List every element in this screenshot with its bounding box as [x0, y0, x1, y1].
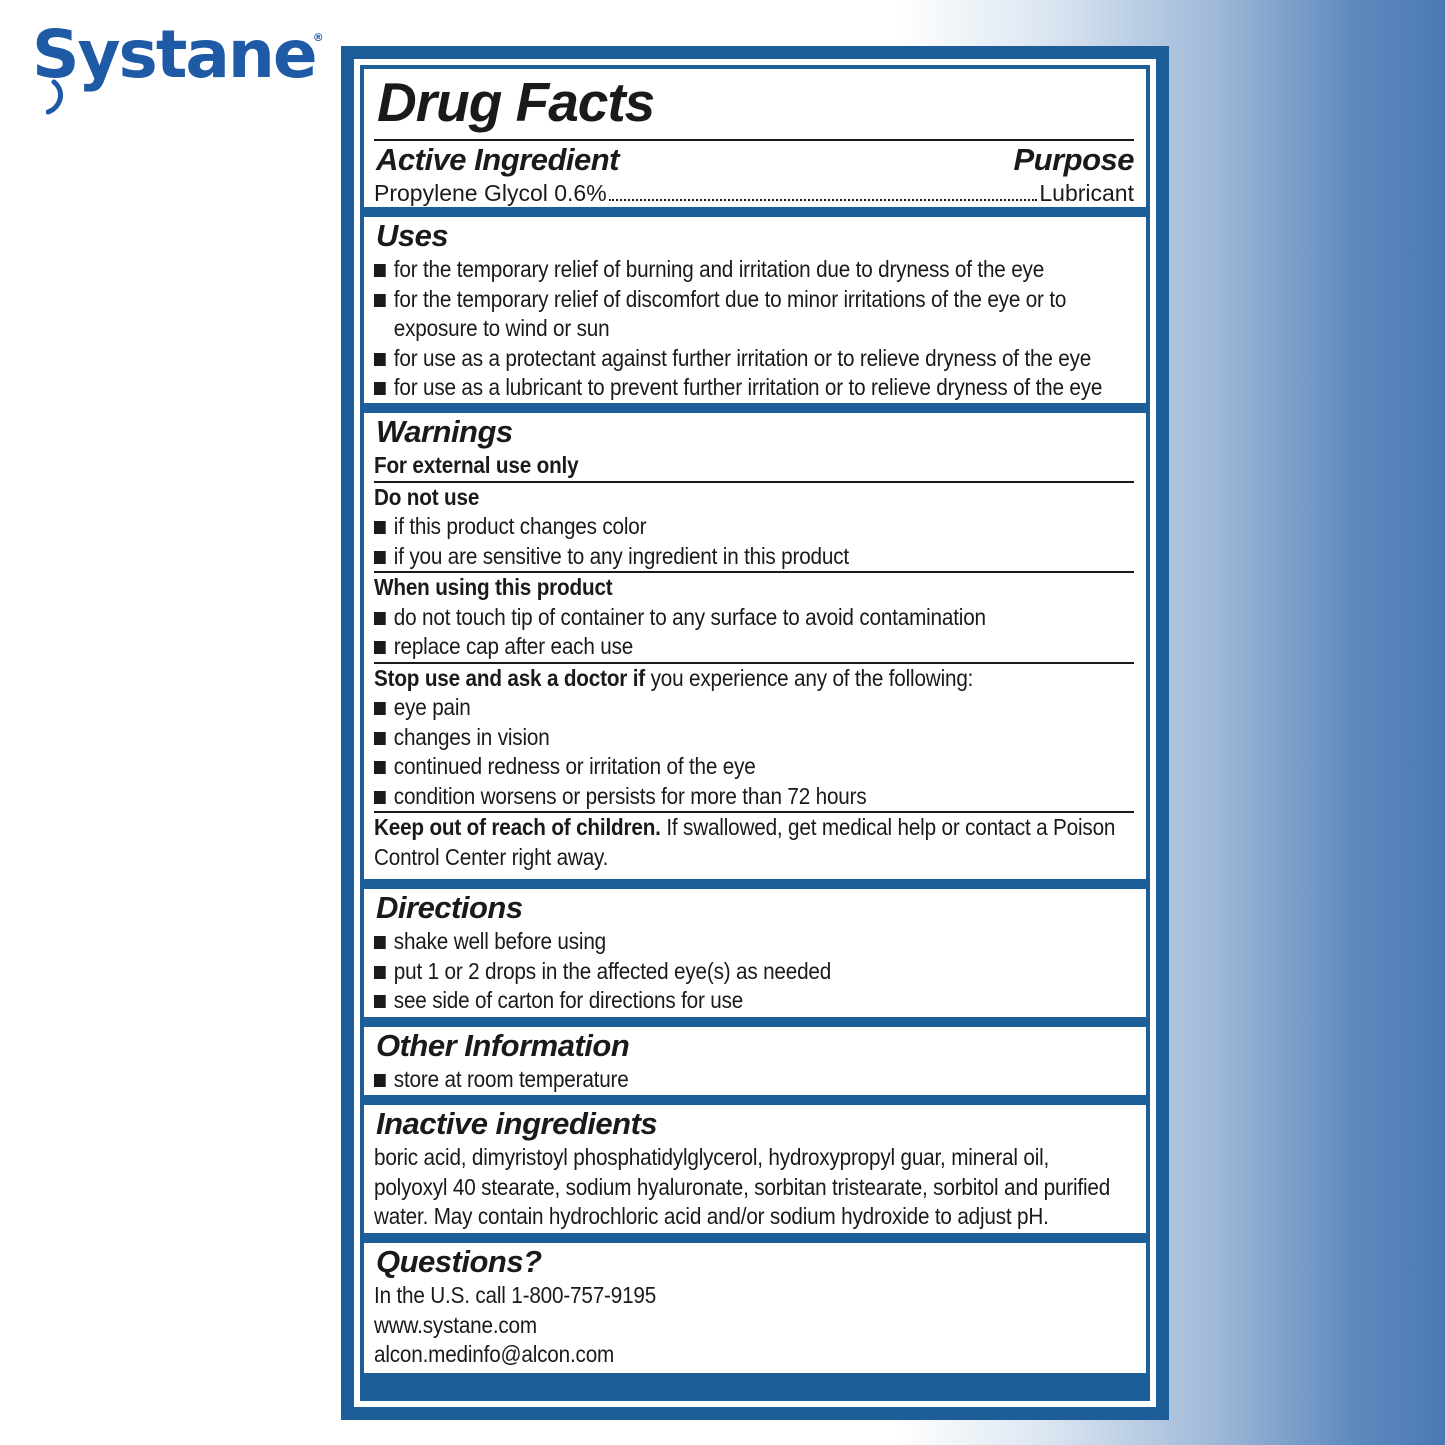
leader-dots: [609, 199, 1038, 201]
keep-out-line: Keep out of reach of children. If swallowed, get medical help or contact a Poison: [374, 814, 1116, 840]
uses-heading: Uses: [376, 218, 449, 253]
inactive-line: polyoxyl 40 stearate, sodium hyaluronate, sorbitan tristearate, sorbitol and purified: [374, 1173, 1111, 1200]
swoosh-icon: [46, 78, 86, 118]
list-item: replace cap after each use: [374, 632, 1058, 662]
do-not-use-heading: Do not use: [374, 483, 480, 510]
list-item: continued redness or irritation of the eye: [374, 752, 1058, 782]
inactive-line: water. May contain hydrochloric acid and/or sodium hydroxide to adjust pH.: [374, 1203, 1049, 1229]
list-item: if you are sensitive to any ingredient in this product: [374, 542, 1058, 572]
inactive-ingredients-heading: Inactive ingredients: [376, 1106, 658, 1141]
brand-name: Systane: [32, 16, 316, 93]
other-information-heading: Other Information: [376, 1028, 630, 1063]
keep-out-line-2: Control Center right away.: [374, 843, 609, 870]
questions-heading: Questions?: [376, 1244, 542, 1279]
active-ingredient-heading: Active Ingredient: [376, 142, 619, 177]
email-link[interactable]: alcon.medinfo@alcon.com: [374, 1341, 615, 1367]
list-item: for use as a lubricant to prevent further irritation or to relieve dryness of the eye: [374, 373, 1058, 403]
list-item: put 1 or 2 drops in the affected eye(s) as needed: [374, 957, 1058, 987]
list-item: do not touch tip of container to any surface to avoid contamination: [374, 603, 1058, 633]
uses-section: [364, 217, 1146, 403]
inactive-line: boric acid, dimyristoyl phosphatidylglycerol, hydroxypropyl guar, mineral oil,: [374, 1144, 1050, 1170]
inactive-ingredients-section: [364, 1105, 1146, 1233]
other-information-section: [364, 1027, 1146, 1095]
website-link[interactable]: www.systane.com: [374, 1311, 537, 1338]
phone-line: In the U.S. call 1-800-757-9195: [374, 1282, 657, 1308]
list-item: store at room temperature: [374, 1065, 1058, 1095]
list-item: condition worsens or persists for more than 72 hours: [374, 782, 1058, 812]
list-item: changes in vision: [374, 723, 1058, 753]
list-item: see side of carton for directions for use: [374, 986, 1058, 1016]
list-item: eye pain: [374, 693, 1058, 723]
stop-use-line: Stop use and ask a doctor if you experience any of the following:: [374, 664, 974, 691]
directions-section: [364, 889, 1146, 1017]
warnings-section: [364, 413, 1146, 879]
active-ingredient-purpose: Lubricant: [1039, 180, 1134, 206]
list-item: for the temporary relief of discomfort due to minor irritations of the eye or to: [374, 285, 1058, 315]
list-item: for the temporary relief of burning and irritation due to dryness of the eye: [374, 255, 1058, 285]
registered-mark: ®: [312, 31, 324, 44]
directions-heading: Directions: [376, 890, 523, 925]
active-ingredient-section: [364, 69, 1146, 207]
purpose-heading: Purpose: [1013, 142, 1134, 177]
drug-facts-title: Drug Facts: [377, 71, 655, 133]
when-using-heading: When using this product: [374, 574, 613, 600]
drug-facts-label: [341, 46, 1169, 1420]
list-item: for use as a protectant against further irritation or to relieve dryness of the eye: [374, 344, 1058, 374]
active-ingredient-name: Propylene Glycol 0.6%: [374, 180, 607, 206]
questions-section: [364, 1243, 1146, 1373]
list-item: shake well before using: [374, 927, 1058, 957]
list-item: if this product changes color: [374, 512, 1058, 542]
external-use-note: For external use only: [374, 452, 579, 478]
list-item-continued: exposure to wind or sun: [393, 315, 610, 341]
warnings-heading: Warnings: [376, 414, 513, 449]
